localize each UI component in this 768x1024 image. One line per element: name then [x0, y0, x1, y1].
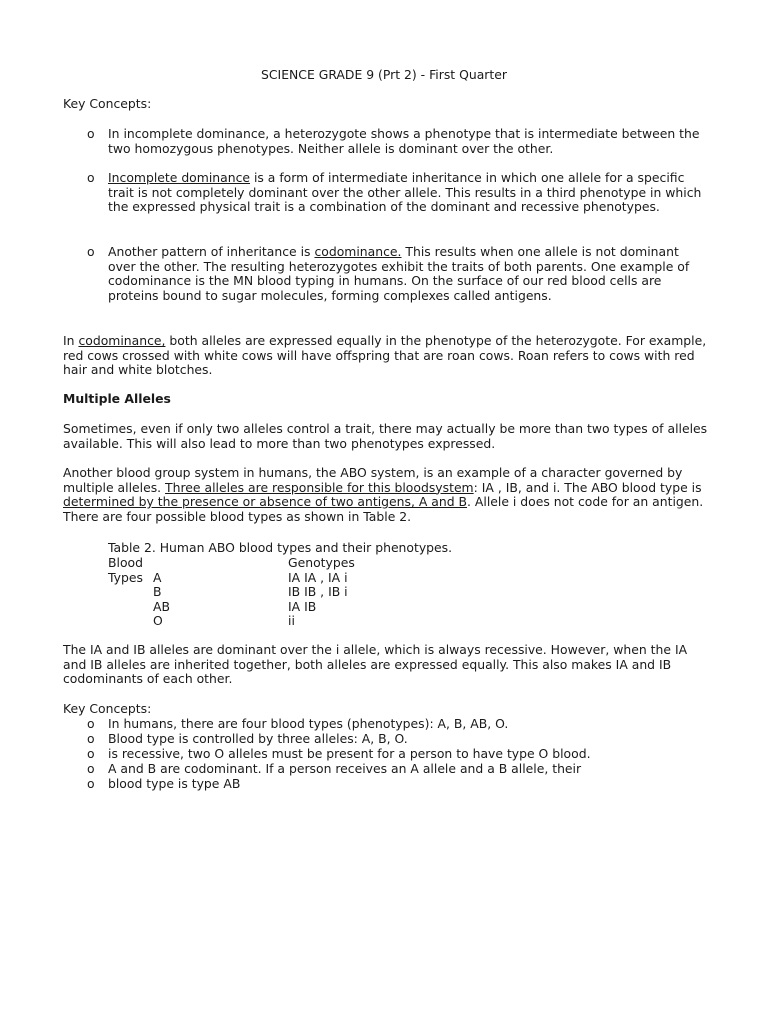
table-caption: Table 2. Human ABO blood types and their phenotypes.: [108, 540, 453, 555]
codominance-term: codominance,: [78, 333, 166, 348]
key-concept-text: is recessive, two O alleles must be present for a person to have type O blood.: [108, 746, 591, 761]
key-concept-item: [87, 127, 708, 156]
blood-type-cell: O: [153, 613, 163, 629]
key-concept-text: Blood type is controlled by three alleles: A, B, O.: [108, 731, 408, 746]
genotype-cell: IB IB , IB i: [288, 584, 348, 600]
key-concept-text: In incomplete dominance, a heterozygote shows a phenotype that is intermediate between the two homozygous phenotypes. Neither allele is dominant over the other.: [108, 126, 700, 156]
bullet-marker: o: [87, 776, 95, 791]
key-concept-text: blood type is type AB: [108, 776, 241, 791]
key-concepts-heading: Key Concepts:: [63, 96, 152, 111]
key-concept-text: Another pattern of inheritance is codominance. This results when one allele is not dominant over the other. The resulting heterozygotes exhibit the traits of both parents. One example of codominance is the MN blood typing in humans. On the surface of our red blood cells are proteins bound to sugar molecules, forming complexes called antigens.: [108, 244, 690, 303]
bullet-marker: o: [87, 126, 95, 141]
bullet-marker: o: [87, 761, 95, 776]
multiple-alleles-heading: Multiple Alleles: [63, 391, 171, 406]
bullet-marker: o: [87, 244, 95, 259]
bullet-marker: o: [87, 716, 95, 731]
bullet-marker: o: [87, 731, 95, 746]
codominance-paragraph: In codominance, both alleles are expressed equally in the phenotype of the heterozygote. For example, red cows crossed with white cows will have offspring that are roan cows. Roan refers to cows with red hair and white blotches.: [63, 333, 707, 378]
three-alleles-phrase: Three alleles are responsible for this bloodsystem: [165, 479, 474, 495]
genotype-cell: IA IA , IA i: [288, 569, 348, 585]
key-concept-text: In humans, there are four blood types (phenotypes): A, B, AB, O.: [108, 716, 509, 731]
bullet-marker: o: [87, 170, 95, 185]
document-title: SCIENCE GRADE 9 (Prt 2) - First Quarter: [261, 67, 507, 82]
dominance-paragraph: The IA and IB alleles are dominant over the i allele, which is always recessive. However, when the IA and IB alleles are inherited together, both alleles are expressed equally. This also makes IA and IB codominants of each other.: [63, 642, 688, 687]
blood-type-cell: AB: [153, 598, 170, 614]
blood-type-cell: A: [153, 569, 162, 585]
key-concept-item: [87, 762, 708, 777]
bullet-marker: o: [87, 746, 95, 761]
genotype-cell: ii: [288, 613, 295, 629]
key-concept-text: Incomplete dominance is a form of intermediate inheritance in which one allele for a specific trait is not completely dominant over the other allele. This results in a third phenotype in which the expressed physical trait is a combination of the dominant and recessive phenotypes.: [108, 170, 702, 215]
genotype-cell: IA IB: [288, 598, 317, 614]
key-concept-item: [87, 717, 708, 732]
header-genotypes: Genotypes: [288, 555, 355, 570]
abo-paragraph: Another blood group system in humans, the ABO system, is an example of a character governed by multiple alleles. Three alleles are responsible for this bloodsystem: IA , IB, and i. The ABO blood type is determined by the presence or absence of two antigens, A and B. Allele i does not code for an antigen. There are four possible blood types as shown in Table 2.: [63, 465, 704, 524]
key-concept-item: [87, 777, 708, 792]
multiple-alleles-paragraph: Sometimes, even if only two alleles control a trait, there may actually be more than two types of alleles available. This will also lead to more than two phenotypes expressed.: [63, 421, 708, 451]
codominance-term: codominance.: [314, 244, 402, 259]
incomplete-dominance-term: Incomplete dominance: [108, 170, 251, 185]
key-concept-item: [87, 732, 708, 747]
header-blood-types: Blood Types: [108, 555, 143, 585]
key-concept-item: [87, 747, 708, 762]
key-concepts-heading-2: Key Concepts:: [63, 701, 152, 716]
antigens-phrase: determined by the presence or absence of two antigens, A and B: [63, 494, 468, 510]
blood-type-cell: B: [153, 584, 162, 600]
key-concept-text: A and B are codominant. If a person receives an A allele and a B allele, their: [108, 761, 582, 776]
key-concept-item: [87, 245, 708, 303]
key-concept-item: [87, 171, 708, 215]
